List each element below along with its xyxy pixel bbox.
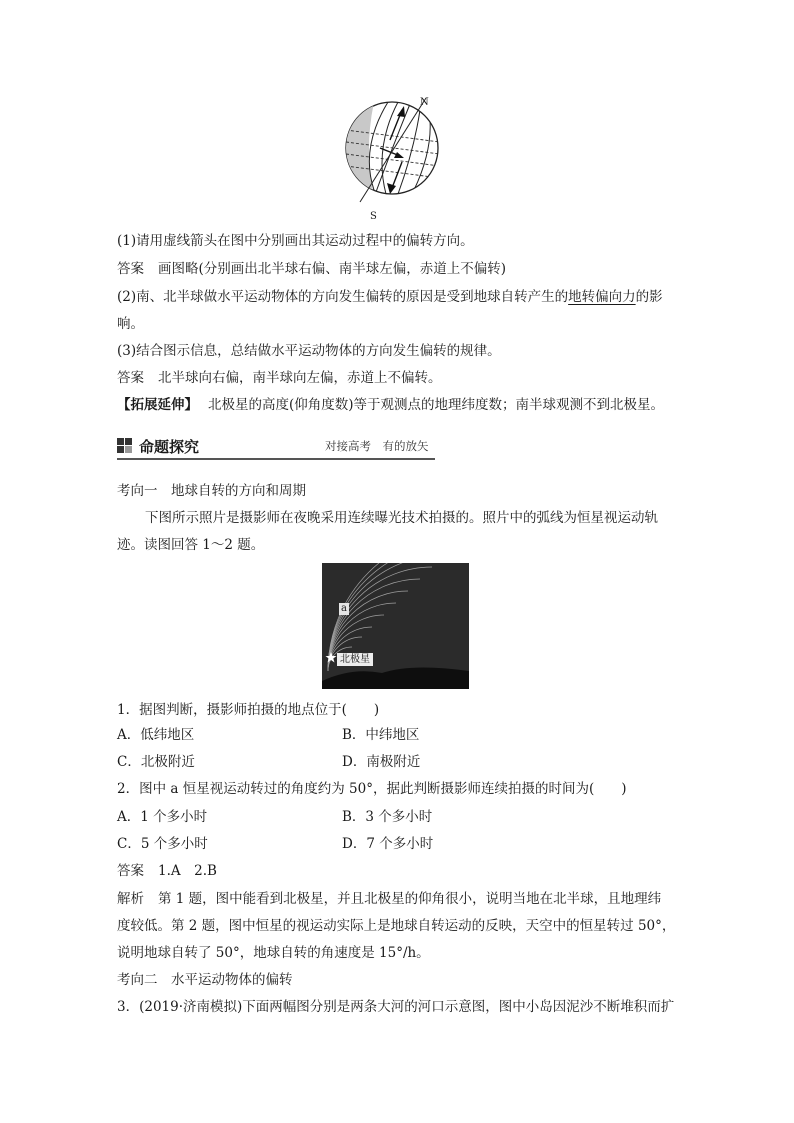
question-1-draw: (1)请用虚线箭头在图中分别画出其运动过程中的偏转方向。 xyxy=(117,233,474,249)
globe-diagram xyxy=(340,90,460,222)
analysis-label: 解析 xyxy=(117,891,144,907)
north-label: N xyxy=(420,97,429,108)
question-2-cont: 响。 xyxy=(117,316,144,332)
topic-1-intro: 下图所示照片是摄影师在夜晚采用连续曝光技术拍摄的。照片中的弧线为恒星视运动轨 xyxy=(145,510,658,526)
answer-1 xyxy=(117,260,506,278)
section-title: 命题探究 xyxy=(139,438,200,456)
answer-label: 答案 xyxy=(117,261,144,277)
analysis-line-2: 度较低。第 2 题，图中恒星的视运动实际上是地球自转运动的反映，天空中的恒星转过 50°， xyxy=(117,918,676,934)
answer-text: 1.A 2.B xyxy=(158,863,217,879)
analysis-line-1 xyxy=(117,890,661,908)
section-header xyxy=(117,434,435,460)
question-2-reason xyxy=(117,288,663,306)
q2-option-b: B．3 个多小时 xyxy=(342,809,433,825)
question-2-stem: 2．图中 a 恒星视运动转过的角度约为 50°，据此判断摄影师连续拍摄的时间为( ) xyxy=(117,781,627,797)
star-icon xyxy=(326,652,337,663)
analysis-line-3: 说明地球自转了 50°，地球自转的角速度是 15°/h。 xyxy=(117,945,430,961)
analysis-text: 第 1 题，图中能看到北极星，并且北极星的仰角很小，说明当地在北半球，且地理纬 xyxy=(158,891,662,907)
topic-1-intro-cont: 迹。读图回答 1～2 题。 xyxy=(117,537,265,553)
section-mark-icon xyxy=(117,438,133,454)
q2-option-a: A．1 个多小时 xyxy=(117,809,208,825)
polaris-label: 北极星 xyxy=(337,653,373,666)
underlined-answer: 地转偏向力 xyxy=(568,289,636,305)
extension-note xyxy=(117,396,664,414)
answer-label: 答案 xyxy=(117,370,144,386)
star-a-label: a xyxy=(341,603,347,614)
q2-option-d: D．7 个多小时 xyxy=(342,836,434,852)
question-text: (2)南、北半球做水平运动物体的方向发生偏转的原因是受到地球自转产生的 xyxy=(117,289,569,305)
answer-text: 画图略(分别画出北半球右偏、南半球左偏，赤道上不偏转) xyxy=(158,261,507,277)
answer-text: 北半球向右偏，南半球向左偏，赤道上不偏转。 xyxy=(158,370,442,386)
section-rule xyxy=(117,458,435,460)
star-trail-photo xyxy=(322,563,469,689)
question-1-stem: 1．据图判断，摄影师拍摄的地点位于( ) xyxy=(117,702,380,718)
extension-text: 北极星的高度(仰角度数)等于观测点的地理纬度数；南半球观测不到北极星。 xyxy=(208,397,665,413)
topic-1-heading: 考向一 地球自转的方向和周期 xyxy=(117,483,306,499)
q1-option-c: C．北极附近 xyxy=(117,754,195,770)
answer-label: 答案 xyxy=(117,863,144,879)
section-subtitle: 对接高考 有的放矢 xyxy=(325,439,429,453)
answers-line xyxy=(117,862,217,880)
extension-label: 【拓展延伸】 xyxy=(117,397,198,413)
question-3-rule: (3)结合图示信息，总结做水平运动物体的方向发生偏转的规律。 xyxy=(117,343,501,359)
q1-option-a: A．低纬地区 xyxy=(117,727,195,743)
question-3-stem: 3．(2019·济南模拟)下面两幅图分别是两条大河的河口示意图，图中小岛因泥沙不断堆积而扩 xyxy=(117,999,675,1015)
q1-option-d: D．南极附近 xyxy=(342,754,421,770)
topic-2-heading: 考向二 水平运动物体的偏转 xyxy=(117,972,293,988)
question-text: 的影 xyxy=(635,289,663,305)
south-label: S xyxy=(370,211,377,222)
q1-option-b: B．中纬地区 xyxy=(342,727,420,743)
answer-3 xyxy=(117,369,442,387)
q2-option-c: C．5 个多小时 xyxy=(117,836,208,852)
